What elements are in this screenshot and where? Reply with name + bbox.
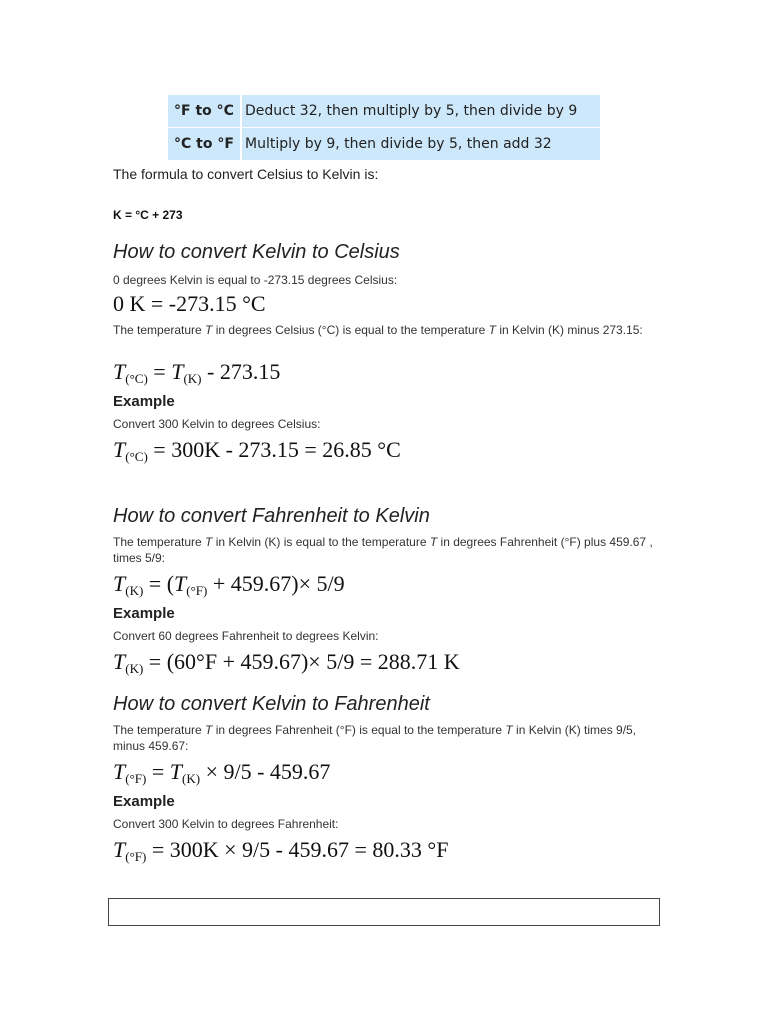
- heading-kelvin-to-celsius: How to convert Kelvin to Celsius: [113, 241, 400, 263]
- zero-kelvin-text: 0 degrees Kelvin is equal to -273.15 degrees Celsius:: [113, 273, 398, 287]
- conv-desc-c-to-f: Multiply by 9, then divide by 5, then add 32: [242, 128, 600, 160]
- intro-formula: K = °C + 273: [113, 208, 183, 222]
- k-to-f-description: The temperature T in degrees Fahrenheit (°F) is equal to the temperature T in Kelvin (K) times 9/5, minus 459.67:: [113, 723, 637, 753]
- zero-kelvin-formula: 0 K = -273.15 °C: [113, 291, 266, 316]
- f-to-k-example-label: Example: [113, 605, 175, 622]
- conv-desc-f-to-c: Deduct 32, then multiply by 5, then divide by 9: [242, 95, 600, 127]
- k-to-c-formula: $T_{(^\circ C)} = T_{(K)} - 273.15$: [113, 359, 281, 386]
- k-to-c-example-text: Convert 300 Kelvin to degrees Celsius:: [113, 417, 321, 431]
- k-to-c-example-label: Example: [113, 393, 175, 410]
- f-to-k-example-formula: $T_{(K)} = (60^\circ F + 459.67)\times 5/9 = 288.71$ K: [113, 649, 460, 676]
- k-to-c-description: The temperature T in degrees Celsius (°C) is equal to the temperature T in Kelvin (K) minus 273.15:: [113, 323, 643, 337]
- f-to-k-example-text: Convert 60 degrees Fahrenheit to degrees Kelvin:: [113, 629, 379, 643]
- k-to-c-example-formula: $T_{(^\circ C)} = 300K - 273.15 = 26.85$ °C: [113, 437, 401, 464]
- k-to-f-example-text: Convert 300 Kelvin to degrees Fahrenheit:: [113, 817, 339, 831]
- f-to-k-description: The temperature T in Kelvin (K) is equal to the temperature T in degrees Fahrenheit (°F) plus 459.67 , times 5/9:: [113, 535, 653, 565]
- intro-text: The formula to convert Celsius to Kelvin is:: [113, 166, 379, 182]
- empty-box: [108, 898, 660, 926]
- conv-label-f-to-c: °F to °C: [168, 95, 240, 127]
- heading-fahrenheit-to-kelvin: How to convert Fahrenheit to Kelvin: [113, 505, 430, 527]
- k-to-f-example-label: Example: [113, 793, 175, 810]
- heading-kelvin-to-fahrenheit: How to convert Kelvin to Fahrenheit: [113, 693, 430, 715]
- k-to-f-formula: $T_{(^\circ F)} = T_{(K)} \times 9/5 - 459.67$: [113, 759, 331, 786]
- conv-label-c-to-f: °C to °F: [168, 128, 240, 160]
- f-to-k-formula: $T_{(K)} = (T_{(^\circ F)} + 459.67)\times 5/9$: [113, 571, 345, 598]
- k-to-f-example-formula: $T_{(^\circ F)} = 300K \times 9/5 - 459.67 = 80.33$ °F: [113, 837, 449, 864]
